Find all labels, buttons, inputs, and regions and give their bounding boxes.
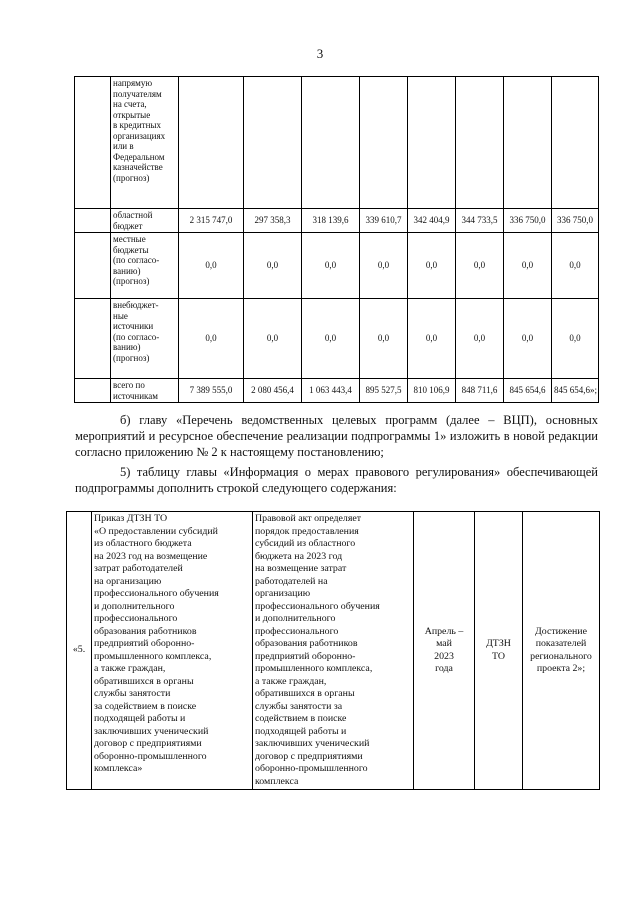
finance-value-cell: 0,0 (179, 299, 244, 379)
blank-cell (75, 77, 111, 209)
finance-value-cell: 0,0 (456, 233, 504, 299)
finance-value-cell (408, 77, 456, 209)
measure-description: Правовой акт определяет порядок предоставления субсидий из областного бюджета на 2023 год на возмещение затрат работодателей на организацию профессионального обучения и дополнительного профессионального образования работников предприятий оборонно- промышленного комплекса, а также граждан, обратившихся в органы службы занятости за содействием в поиске подходящей работы и заключивших ученический договор с предприятиями оборонно-промышленного комплекса (253, 512, 414, 790)
finance-table (74, 76, 599, 403)
legal-measures-table (66, 511, 600, 790)
finance-value-cell: 1 063 443,4 (302, 379, 360, 403)
finance-value-cell (302, 77, 360, 209)
finance-value-cell: 318 139,6 (302, 209, 360, 233)
finance-value-cell (552, 77, 599, 209)
finance-value-cell (244, 77, 302, 209)
finance-value-cell: 344 733,5 (456, 209, 504, 233)
finance-value-cell: 339 610,7 (360, 209, 408, 233)
finance-row-label: напрямую получателям на счета, открытые в кредитных организациях или в Федеральном казначействе (прогноз) (111, 77, 179, 209)
paragraph-5: 5) таблицу главы «Информация о мерах правового регулирования» обеспечивающей подпрограммы дополнить строкой следующего содержания: (75, 465, 598, 495)
finance-row-label: областной бюджет (111, 209, 179, 233)
finance-value-cell: 845 654,6 (504, 379, 552, 403)
finance-value-cell: 0,0 (408, 233, 456, 299)
measure-result: Достижение показателей регионального проекта 2»; (523, 512, 600, 790)
measure-executor: ДТЗН ТО (475, 512, 523, 790)
measure-name: Приказ ДТЗН ТО «О предоставлении субсидий из областного бюджета на 2023 год на возмещение затрат работодателей на организацию профессионального обучения и дополнительного профессионального образования работников предприятий оборонно- промышленного комплекса, а также граждан, обратившихся в органы службы занятости за содействием в поиске подходящей работы и заключивших ученический договор с предприятиями оборонно-промышленного комплекса» (92, 512, 253, 790)
finance-value-cell: 0,0 (244, 299, 302, 379)
finance-value-cell: 336 750,0 (504, 209, 552, 233)
finance-value-cell: 7 389 555,0 (179, 379, 244, 403)
finance-row (75, 379, 599, 403)
finance-value-cell: 2 315 747,0 (179, 209, 244, 233)
finance-value-cell: 845 654,6»; (552, 379, 599, 403)
finance-value-cell (360, 77, 408, 209)
finance-value-cell: 0,0 (504, 299, 552, 379)
blank-cell (75, 233, 111, 299)
finance-value-cell: 0,0 (360, 233, 408, 299)
finance-value-cell: 0,0 (244, 233, 302, 299)
finance-value-cell: 0,0 (408, 299, 456, 379)
measure-number: «5. (67, 512, 92, 790)
finance-value-cell: 0,0 (360, 299, 408, 379)
finance-value-cell: 0,0 (504, 233, 552, 299)
blank-cell (75, 379, 111, 403)
blank-cell (75, 299, 111, 379)
finance-row (75, 209, 599, 233)
finance-value-cell (504, 77, 552, 209)
blank-cell (75, 209, 111, 233)
finance-row-label: местные бюджеты (по согласо- ванию) (прогноз) (111, 233, 179, 299)
finance-value-cell: 297 358,3 (244, 209, 302, 233)
finance-value-cell: 895 527,5 (360, 379, 408, 403)
finance-value-cell: 0,0 (302, 233, 360, 299)
measure-row (67, 512, 600, 790)
finance-value-cell: 0,0 (179, 233, 244, 299)
page-number: 3 (316, 46, 324, 61)
finance-row (75, 299, 599, 379)
paragraph-b: б) главу «Перечень ведомственных целевых программ (далее – ВЦП), основных мероприятий и ресурсное обеспечение реализации подпрограммы 1» изложить в новой редакции согласно приложению № 2 к настоящему постановлению; (75, 413, 598, 459)
finance-value-cell: 2 080 456,4 (244, 379, 302, 403)
finance-value-cell: 0,0 (302, 299, 360, 379)
finance-value-cell: 810 106,9 (408, 379, 456, 403)
finance-row (75, 233, 599, 299)
finance-value-cell: 848 711,6 (456, 379, 504, 403)
finance-row (75, 77, 599, 209)
finance-value-cell: 0,0 (456, 299, 504, 379)
finance-value-cell (456, 77, 504, 209)
measure-deadline: Апрель – май 2023 года (414, 512, 475, 790)
finance-row-label: внебюджет- ные источники (по согласо- ванию) (прогноз) (111, 299, 179, 379)
finance-value-cell (179, 77, 244, 209)
finance-value-cell: 342 404,9 (408, 209, 456, 233)
finance-value-cell: 0,0 (552, 233, 599, 299)
finance-value-cell: 0,0 (552, 299, 599, 379)
finance-value-cell: 336 750,0 (552, 209, 599, 233)
finance-row-label: всего по источникам (111, 379, 179, 403)
